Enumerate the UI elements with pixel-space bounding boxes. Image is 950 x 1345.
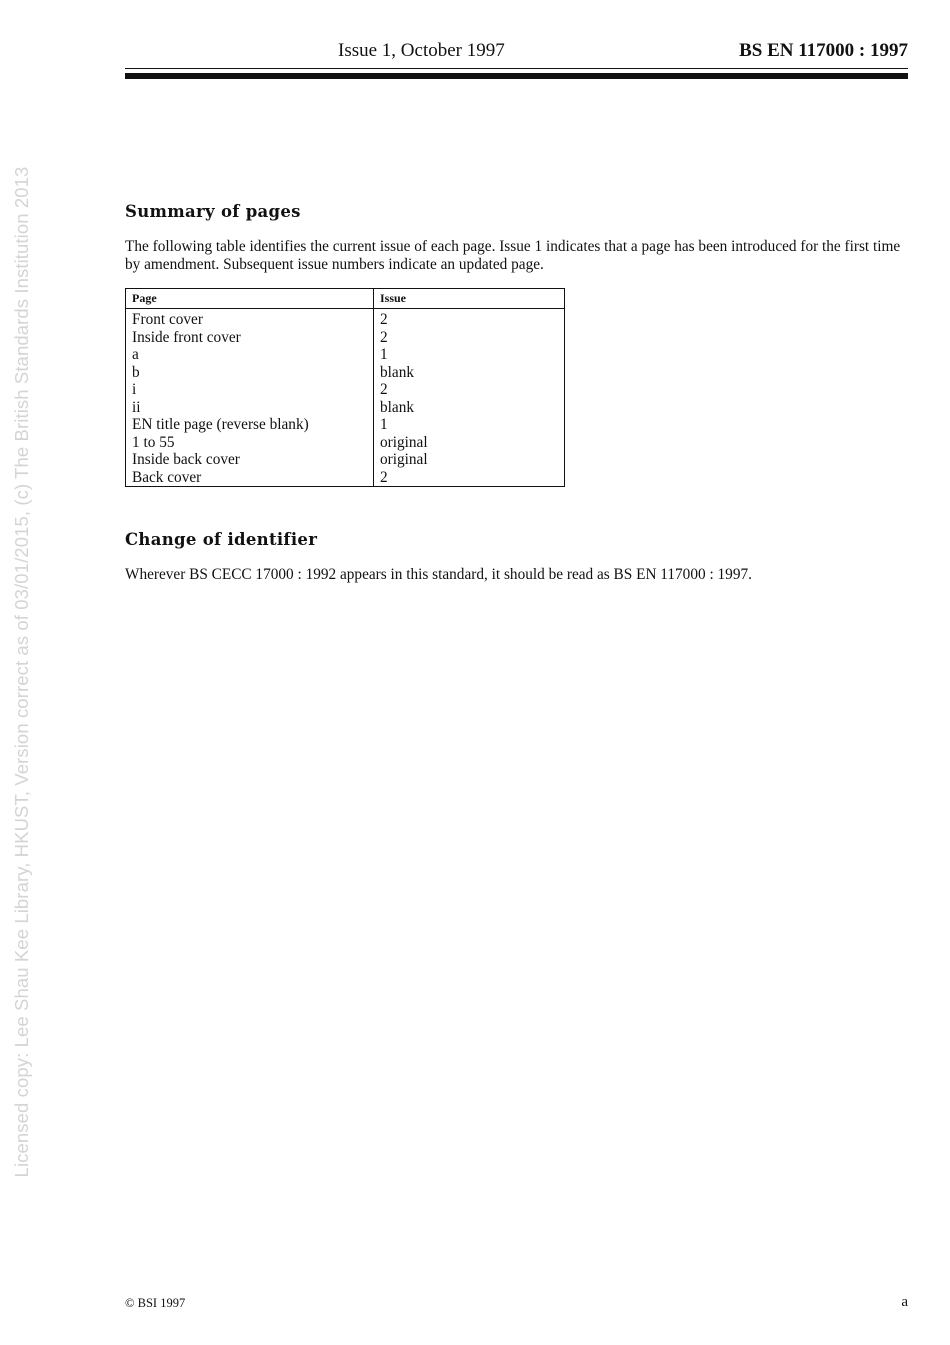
table-row [126, 329, 565, 347]
table-cell-page: 1 to 55 [126, 434, 374, 452]
footer-copyright: © BSI 1997 [125, 1296, 186, 1310]
table-row [126, 309, 565, 329]
table-cell-issue: 2 [380, 311, 388, 328]
table-row [126, 364, 565, 382]
table-cell-issue: 2 [380, 381, 388, 398]
table-row [126, 381, 565, 399]
table-cell-issue: 1 [380, 416, 388, 433]
summary-intro: The following table identifies the current issue of each page. Issue 1 indicates that a page has been introduced for the first time by amendment. Subsequent issue numbers indicate an updated page. [125, 238, 901, 273]
table-cell-page: Front cover [126, 309, 374, 329]
table-row [126, 451, 565, 469]
column-header-issue: Issue [374, 289, 565, 309]
table-cell-page: b [126, 364, 374, 382]
change-heading: Change of identifier [125, 530, 318, 549]
license-watermark: Licensed copy: Lee Shau Kee Library, HKUST, Version correct as of 03/01/2015, (c) The British Standards Institution 2013 [11, 166, 32, 1178]
header-rule-thin [125, 68, 908, 69]
table-cell-issue: 1 [380, 346, 388, 363]
table-cell-page: i [126, 381, 374, 399]
table-row [126, 434, 565, 452]
table-header-row [126, 289, 565, 309]
table-cell-issue: original [380, 433, 428, 451]
table-row [126, 469, 565, 487]
table-cell-page: ii [126, 399, 374, 417]
table-cell-issue: original [380, 451, 428, 468]
table-cell-page: a [126, 346, 374, 364]
table-cell-issue: blank [380, 398, 414, 416]
column-header-page: Page [126, 289, 374, 309]
table-cell-page: Inside back cover [126, 451, 374, 469]
table-cell-page: EN title page (reverse blank) [126, 416, 374, 434]
header-issue: Issue 1, October 1997 [338, 40, 505, 61]
summary-table [125, 288, 565, 487]
table-cell-page: Back cover [126, 469, 374, 487]
footer-page-number: a [901, 1294, 908, 1310]
table-cell-issue: 2 [380, 328, 388, 346]
change-text: Wherever BS CECC 17000 : 1992 appears in this standard, it should be read as BS EN 117000 : 1997. [125, 566, 752, 583]
header-rule-thick [125, 73, 908, 79]
table-cell-issue: blank [380, 363, 414, 381]
table-row [126, 399, 565, 417]
table-cell-page: Inside front cover [126, 329, 374, 347]
summary-heading: Summary of pages [125, 202, 301, 221]
table-row [126, 346, 565, 364]
table-row [126, 416, 565, 434]
table-cell-issue: 2 [380, 468, 388, 486]
header-standard-number: BS EN 117000 : 1997 [739, 40, 908, 61]
